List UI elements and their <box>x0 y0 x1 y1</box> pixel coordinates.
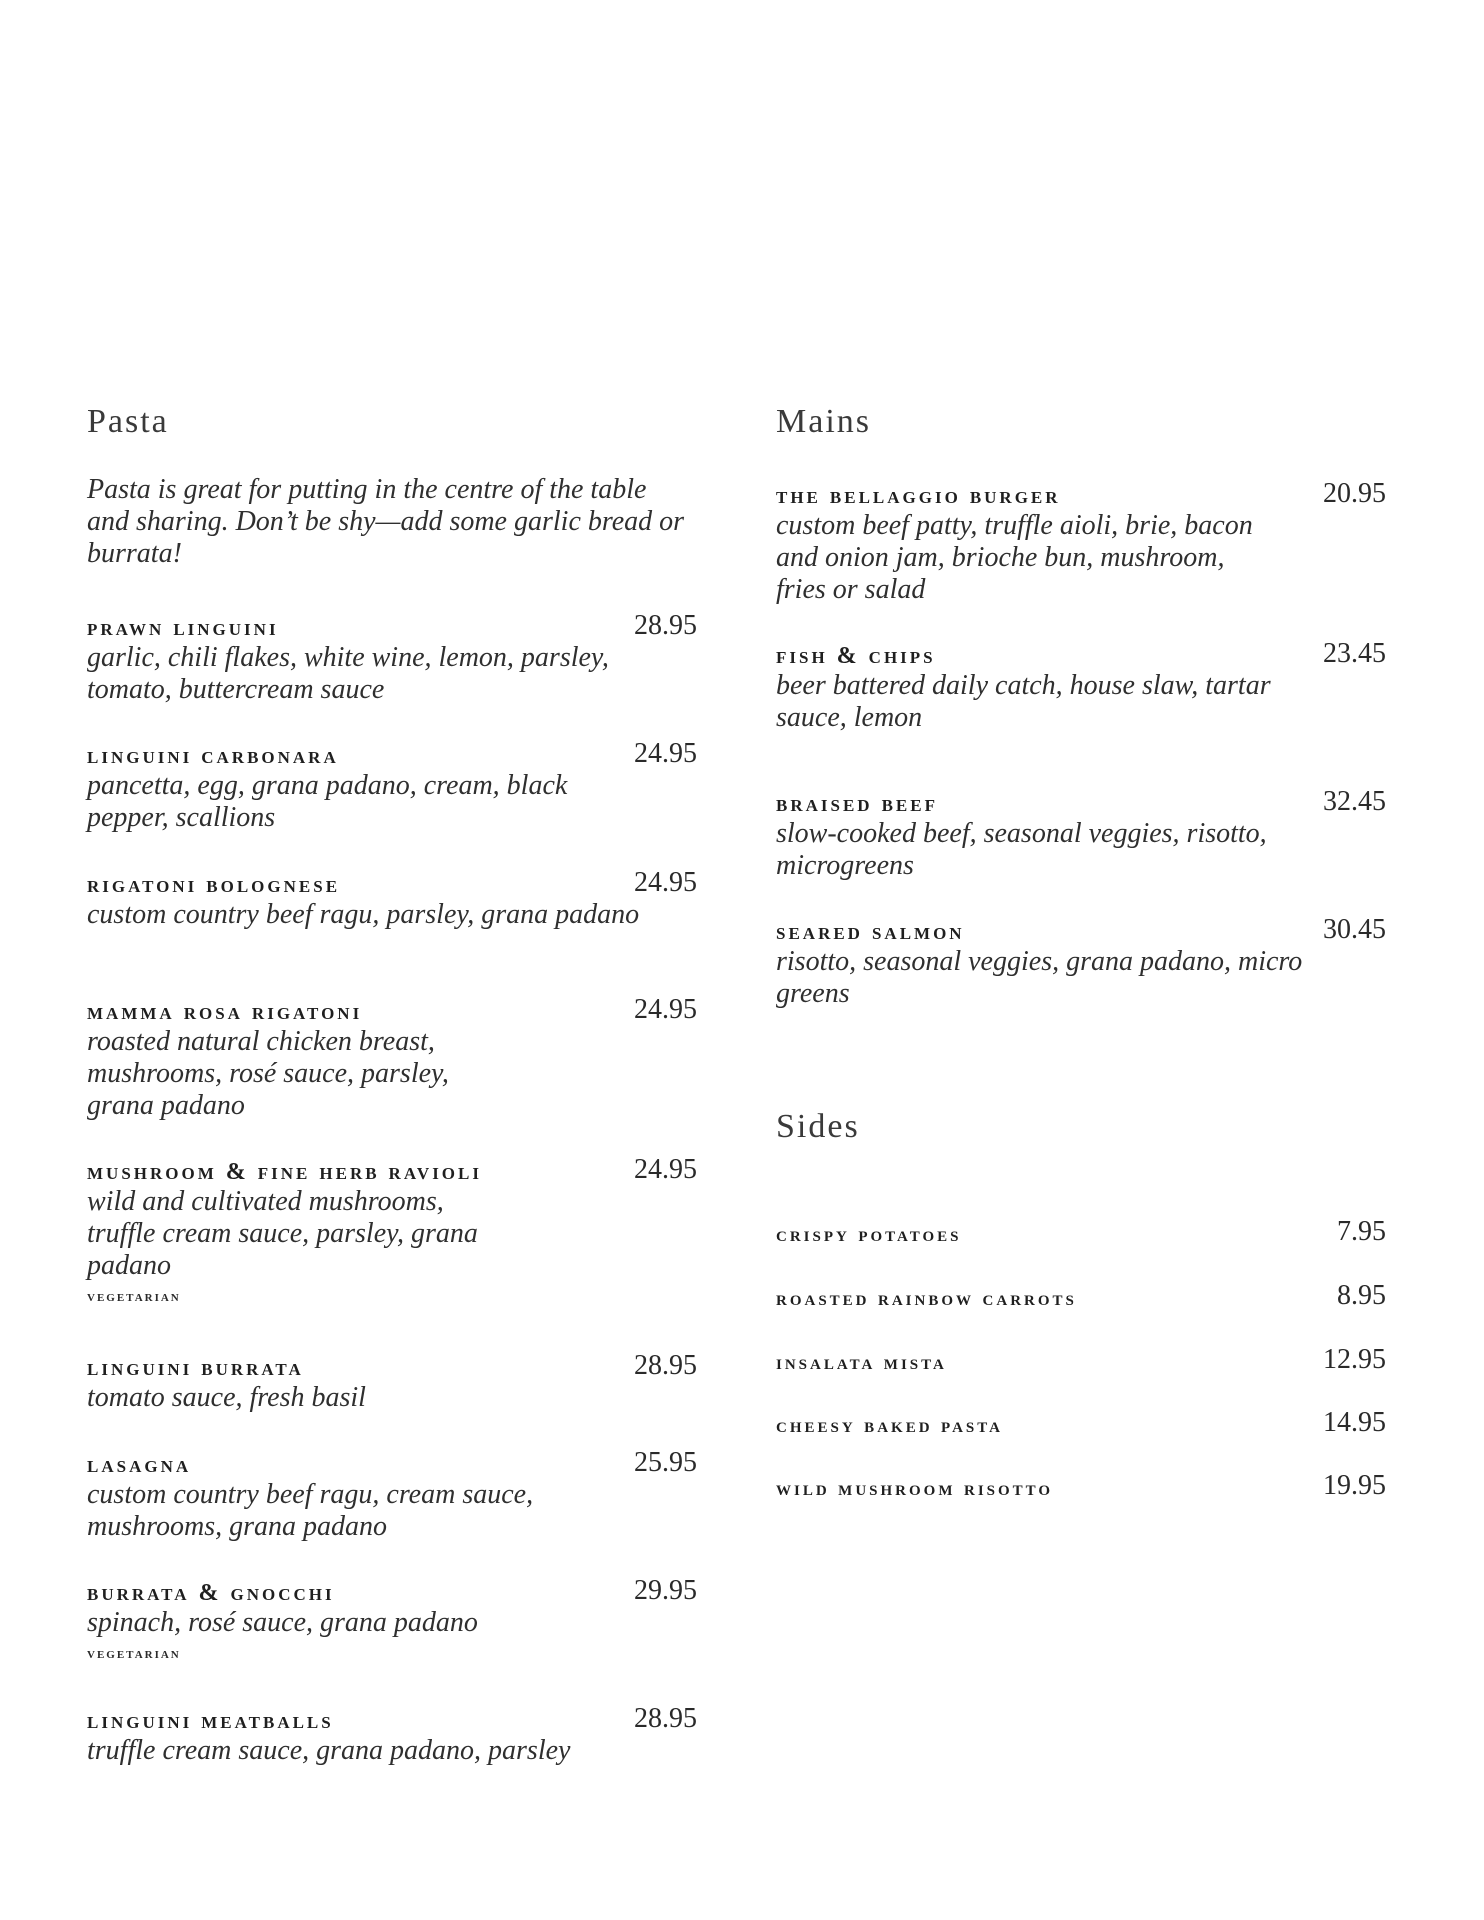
menu-item-description: pancetta, egg, grana padano, cream, black pepper, scallions <box>87 770 568 833</box>
menu-item-name: rigatoni bolognese <box>87 872 341 898</box>
menu-item <box>87 738 697 834</box>
menu-item-price: 28.95 <box>634 1703 697 1734</box>
menu-item-name: linguini carbonara <box>87 743 339 769</box>
menu-item <box>776 914 1386 1010</box>
menu-item-price: 20.95 <box>1323 478 1386 509</box>
menu-item-name: prawn linguini <box>87 615 279 641</box>
menu-item <box>87 867 697 931</box>
menu-item <box>87 1350 697 1414</box>
side-item-name: cheesy baked pasta <box>776 1412 1003 1437</box>
menu-item-description: custom country beef ragu, parsley, grana padano <box>87 899 640 930</box>
menu-item <box>776 638 1386 734</box>
menu-item-name: burrata & gnocchi <box>87 1580 335 1606</box>
menu-item-price: 24.95 <box>634 867 697 898</box>
side-item <box>776 1280 1386 1312</box>
menu-item-name: the bellaggio burger <box>776 483 1061 509</box>
menu-item-description: beer battered daily catch, house slaw, tartar sauce, lemon <box>776 670 1271 733</box>
menu-item-price: 25.95 <box>634 1447 697 1478</box>
menu-item-description: custom country beef ragu, cream sauce, mushrooms, grana padano <box>87 1479 534 1542</box>
menu-item <box>776 786 1386 882</box>
menu-item-price: 28.95 <box>634 610 697 641</box>
menu-item-name: lasagna <box>87 1452 192 1478</box>
menu-item-description: custom beef patty, truffle aioli, brie, bacon and onion jam, brioche bun, mushroom, fries or salad <box>776 510 1253 605</box>
side-item <box>776 1470 1386 1502</box>
menu-item-name: mushroom & fine herb ravioli <box>87 1159 482 1185</box>
menu-item-description: slow-cooked beef, seasonal veggies, risotto, microgreens <box>776 818 1267 881</box>
menu-item-price: 24.95 <box>634 738 697 769</box>
side-item-price: 7.95 <box>1337 1216 1386 1247</box>
menu-item-price: 24.95 <box>634 1154 697 1185</box>
menu-item-description: garlic, chili flakes, white wine, lemon, parsley, tomato, buttercream sauce <box>87 642 609 705</box>
menu-item-name: linguini meatballs <box>87 1708 334 1734</box>
sides-section-title: Sides <box>776 1108 860 1145</box>
side-item <box>776 1407 1386 1439</box>
menu-item-price: 29.95 <box>634 1575 697 1606</box>
menu-item <box>776 478 1386 606</box>
side-item-name: insalata mista <box>776 1349 947 1374</box>
side-item <box>776 1344 1386 1376</box>
pasta-intro: Pasta is great for putting in the centre of the table and sharing. Don’t be shy—add some garlic bread or burrata! <box>87 474 685 569</box>
menu-item-price: 30.45 <box>1323 914 1386 945</box>
menu-item <box>87 1575 697 1663</box>
menu-item-description: tomato sauce, fresh basil <box>87 1382 366 1413</box>
side-item-price: 14.95 <box>1323 1407 1386 1438</box>
pasta-section-title: Pasta <box>87 403 169 440</box>
menu-item-description: risotto, seasonal veggies, grana padano, micro greens <box>776 946 1303 1009</box>
menu-item <box>87 1703 697 1767</box>
menu-item <box>87 610 697 706</box>
menu-item-description: roasted natural chicken breast, mushrooms, rosé sauce, parsley, grana padano <box>87 1026 449 1121</box>
side-item <box>776 1216 1386 1248</box>
menu-item-price: 32.45 <box>1323 786 1386 817</box>
menu-item-description: wild and cultivated mushrooms, truffle cream sauce, parsley, grana padano <box>87 1186 478 1281</box>
menu-item-description: truffle cream sauce, grana padano, parsley <box>87 1735 571 1766</box>
menu-item-price: 23.45 <box>1323 638 1386 669</box>
side-item-price: 8.95 <box>1337 1280 1386 1311</box>
menu-item <box>87 1154 697 1306</box>
side-item-name: wild mushroom risotto <box>776 1475 1054 1500</box>
menu-item-price: 24.95 <box>634 994 697 1025</box>
menu-item <box>87 1447 697 1543</box>
vegetarian-tag: vegetarian <box>87 1646 181 1662</box>
side-item-price: 12.95 <box>1323 1344 1386 1375</box>
vegetarian-tag: vegetarian <box>87 1289 181 1305</box>
menu-item-name: braised beef <box>776 791 938 817</box>
menu-item <box>87 994 697 1122</box>
side-item-name: roasted rainbow carrots <box>776 1285 1077 1310</box>
menu-item-name: linguini burrata <box>87 1355 304 1381</box>
menu-item-description: spinach, rosé sauce, grana padano <box>87 1607 478 1638</box>
side-item-name: crispy potatoes <box>776 1221 962 1246</box>
menu-item-name: mamma rosa rigatoni <box>87 999 363 1025</box>
menu-item-price: 28.95 <box>634 1350 697 1381</box>
menu-item-name: fish & chips <box>776 643 936 669</box>
mains-section-title: Mains <box>776 403 871 440</box>
menu-item-name: seared salmon <box>776 919 965 945</box>
side-item-price: 19.95 <box>1323 1470 1386 1501</box>
